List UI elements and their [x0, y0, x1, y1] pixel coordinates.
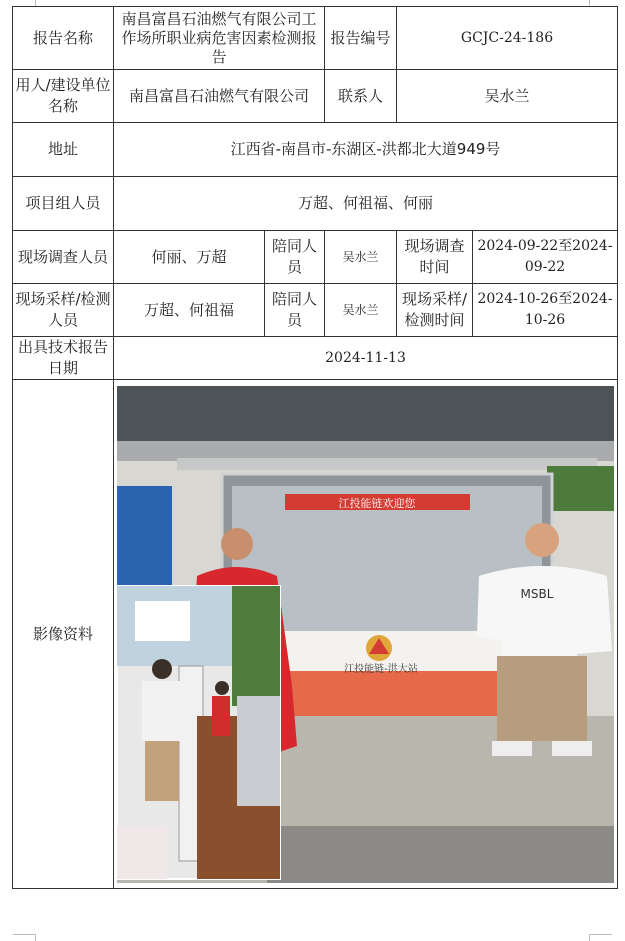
client-label: 用人/建设单位名称 [13, 70, 114, 123]
report-name-value: 南昌富昌石油燃气有限公司工作场所职业病危害因素检测报告 [114, 7, 325, 70]
survey-staff-label: 现场调查人员 [13, 231, 114, 284]
report-info-table [12, 6, 618, 889]
sampling-staff-label: 现场采样/检测人员 [13, 284, 114, 337]
survey-staff-value: 何丽、万超 [114, 231, 265, 284]
contact-value: 吴水兰 [397, 70, 618, 123]
issue-date-value: 2024-11-13 [114, 337, 618, 380]
image-label: 影像资料 [13, 380, 114, 889]
station-sign: 江投能链-洪大站 [344, 663, 418, 675]
site-photo [117, 386, 614, 883]
survey-time-label: 现场调查时间 [397, 231, 473, 284]
photo-cell [114, 380, 618, 889]
survey-escort-value: 吴水兰 [325, 231, 397, 284]
shirt-text: MSBL [520, 586, 554, 601]
corner-mark [589, 934, 612, 941]
survey-escort-label: 陪同人员 [265, 231, 325, 284]
client-value: 南昌富昌石油燃气有限公司 [114, 70, 325, 123]
sampling-staff-value: 万超、何祖福 [114, 284, 265, 337]
sampling-time-label: 现场采样/检测时间 [397, 284, 473, 337]
contact-label: 联系人 [325, 70, 397, 123]
sampling-escort-value: 吴水兰 [325, 284, 397, 337]
issue-date-label: 出具技术报告日期 [13, 337, 114, 380]
address-value: 江西省-南昌市-东湖区-洪都北大道949号 [114, 123, 618, 177]
survey-time-value: 2024-09-22至2024-09-22 [473, 231, 618, 284]
corner-mark [13, 934, 36, 941]
team-value: 万超、何祖福、何丽 [114, 177, 618, 231]
report-code-label: 报告编号 [325, 7, 397, 70]
team-label: 项目组人员 [13, 177, 114, 231]
address-label: 地址 [13, 123, 114, 177]
site-photo-illustration [117, 386, 614, 883]
booth-banner: 江投能链欢迎您 [338, 496, 416, 510]
sampling-time-value: 2024-10-26至2024-10-26 [473, 284, 618, 337]
report-name-label: 报告名称 [13, 7, 114, 70]
report-code-value: GCJC-24-186 [397, 7, 618, 70]
sampling-escort-label: 陪同人员 [265, 284, 325, 337]
